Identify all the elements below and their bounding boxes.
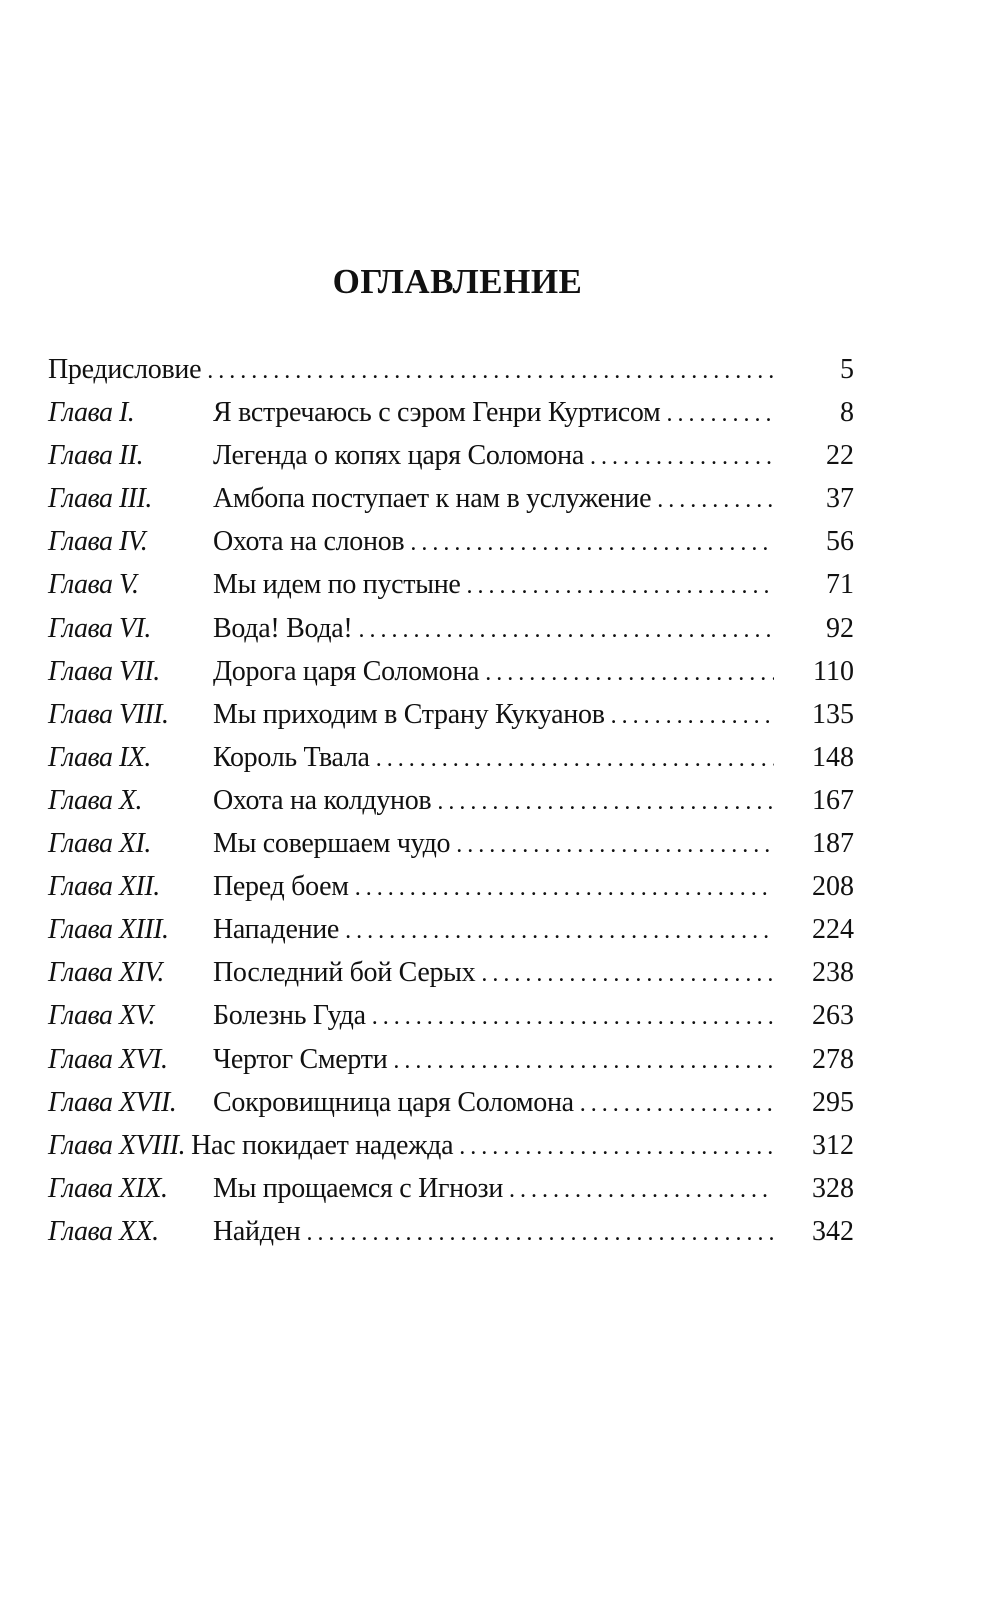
page-number: 22	[826, 440, 854, 472]
chapter-title: Мы приходим в Страну Кукуанов	[213, 698, 605, 730]
chapter-title: Нас покидает надежда	[191, 1129, 454, 1161]
page-number: 312	[812, 1129, 854, 1161]
dot-leader	[339, 910, 780, 953]
chapter-title: Болезнь Гуда	[213, 1000, 366, 1032]
page-number: 8	[840, 397, 854, 429]
toc-entry	[48, 1081, 854, 1124]
page-number: 135	[812, 698, 854, 730]
dot-leader	[349, 867, 780, 910]
chapter-title: Охота на колдунов	[213, 784, 432, 816]
chapter-label: Глава XI.	[48, 828, 151, 860]
toc-entry	[48, 908, 854, 951]
dot-leader	[479, 652, 780, 695]
dot-leader	[301, 1212, 781, 1255]
toc-entry	[48, 693, 854, 736]
chapter-label: Глава IV.	[48, 526, 148, 558]
page-number: 238	[812, 957, 854, 989]
chapter-title: Мы идем по пустыне	[213, 569, 461, 601]
toc-entry	[48, 650, 854, 693]
dot-leader	[370, 738, 780, 781]
toc-entry	[48, 563, 854, 606]
chapter-label: Глава III.	[48, 483, 152, 515]
dot-leader	[461, 565, 780, 608]
chapter-title: Я встречаюсь с сэром Генри Куртисом	[213, 397, 661, 429]
toc-entry	[48, 736, 854, 779]
chapter-label: Глава XII.	[48, 871, 160, 903]
chapter-label: Глава XVII.	[48, 1086, 177, 1118]
page-number: 263	[812, 1000, 854, 1032]
chapter-label: Глава XV.	[48, 1000, 156, 1032]
dot-leader	[450, 824, 780, 867]
chapter-label: Глава VII.	[48, 655, 160, 687]
dot-leader	[660, 393, 780, 436]
dot-leader	[431, 781, 780, 824]
chapter-label: Глава VI.	[48, 612, 151, 644]
dot-leader	[574, 1083, 780, 1126]
chapter-label: Глава X.	[48, 784, 143, 816]
chapter-label: Глава II.	[48, 440, 144, 472]
dot-leader	[404, 522, 780, 565]
chapter-label: Глава IX.	[48, 741, 151, 773]
dot-leader	[584, 436, 780, 479]
page-number: 342	[812, 1215, 854, 1247]
dot-leader	[453, 1126, 780, 1169]
dot-leader	[651, 479, 780, 522]
toc-entry	[48, 1124, 854, 1167]
chapter-label: Глава XIV.	[48, 957, 164, 989]
chapter-title: Король Твала	[213, 741, 370, 773]
toc-entry	[48, 1167, 854, 1210]
chapter-label: Глава I.	[48, 397, 135, 429]
page-number: 92	[826, 612, 854, 644]
chapter-title: Нападение	[213, 914, 340, 946]
chapter-title: Легенда о копях царя Соломона	[213, 440, 584, 472]
page-number: 56	[826, 526, 854, 558]
chapter-title: Сокровищница царя Соломона	[213, 1086, 574, 1118]
toc-entry	[48, 434, 854, 477]
toc-entry	[48, 994, 854, 1037]
chapter-title: Чертог Смерти	[213, 1043, 388, 1075]
chapter-title: Амбопа поступает к нам в услужение	[213, 483, 652, 515]
dot-leader	[352, 609, 780, 652]
dot-leader	[605, 695, 780, 738]
chapter-title: Предисловие	[48, 354, 202, 385]
dot-leader	[503, 1169, 780, 1212]
chapter-title: Вода! Вода!	[213, 612, 353, 644]
dot-leader	[387, 1040, 780, 1083]
page-number: 167	[812, 784, 854, 816]
toc-entry	[48, 391, 854, 434]
page-number: 328	[812, 1172, 854, 1204]
dot-leader	[201, 350, 780, 393]
page-number: 278	[812, 1043, 854, 1075]
toc-entry	[48, 520, 854, 563]
chapter-label: Глава V.	[48, 569, 139, 601]
page-number: 148	[812, 741, 854, 773]
toc-entry	[48, 865, 854, 908]
chapter-label: Глава XVIII.	[48, 1129, 186, 1161]
dot-leader	[366, 996, 780, 1039]
chapter-title: Охота на слонов	[213, 526, 405, 558]
chapter-title: Мы прощаемся с Игнози	[213, 1172, 503, 1204]
chapter-title: Мы совершаем чудо	[213, 828, 451, 860]
toc-entry	[48, 348, 854, 391]
toc-entry	[48, 1038, 854, 1081]
page-title: ОГЛАВЛЕНИЕ	[332, 262, 583, 301]
toc-entry	[48, 779, 854, 822]
page-number: 295	[812, 1086, 854, 1118]
page-number: 37	[826, 483, 854, 515]
page-number: 187	[812, 828, 854, 860]
chapter-label: Глава XIX.	[48, 1172, 168, 1204]
toc-entry	[48, 822, 854, 865]
chapter-title: Дорога царя Соломона	[213, 655, 480, 687]
chapter-title: Найден	[213, 1215, 301, 1247]
chapter-title: Перед боем	[213, 871, 349, 903]
chapter-label: Глава VIII.	[48, 698, 169, 730]
chapter-label: Глава XVI.	[48, 1043, 168, 1075]
toc-entry	[48, 1210, 854, 1253]
toc-entry	[48, 951, 854, 994]
page-number: 71	[826, 569, 854, 601]
chapter-label: Глава XIII.	[48, 914, 169, 946]
chapter-title: Последний бой Серых	[213, 957, 476, 989]
table-of-contents	[48, 348, 854, 1253]
dot-leader	[475, 953, 780, 996]
toc-entry	[48, 477, 854, 520]
page-number: 224	[812, 914, 854, 946]
page-number: 110	[813, 655, 854, 687]
page-number: 208	[812, 871, 854, 903]
page-number: 5	[840, 354, 854, 385]
chapter-label: Глава XX.	[48, 1215, 159, 1247]
toc-entry	[48, 607, 854, 650]
